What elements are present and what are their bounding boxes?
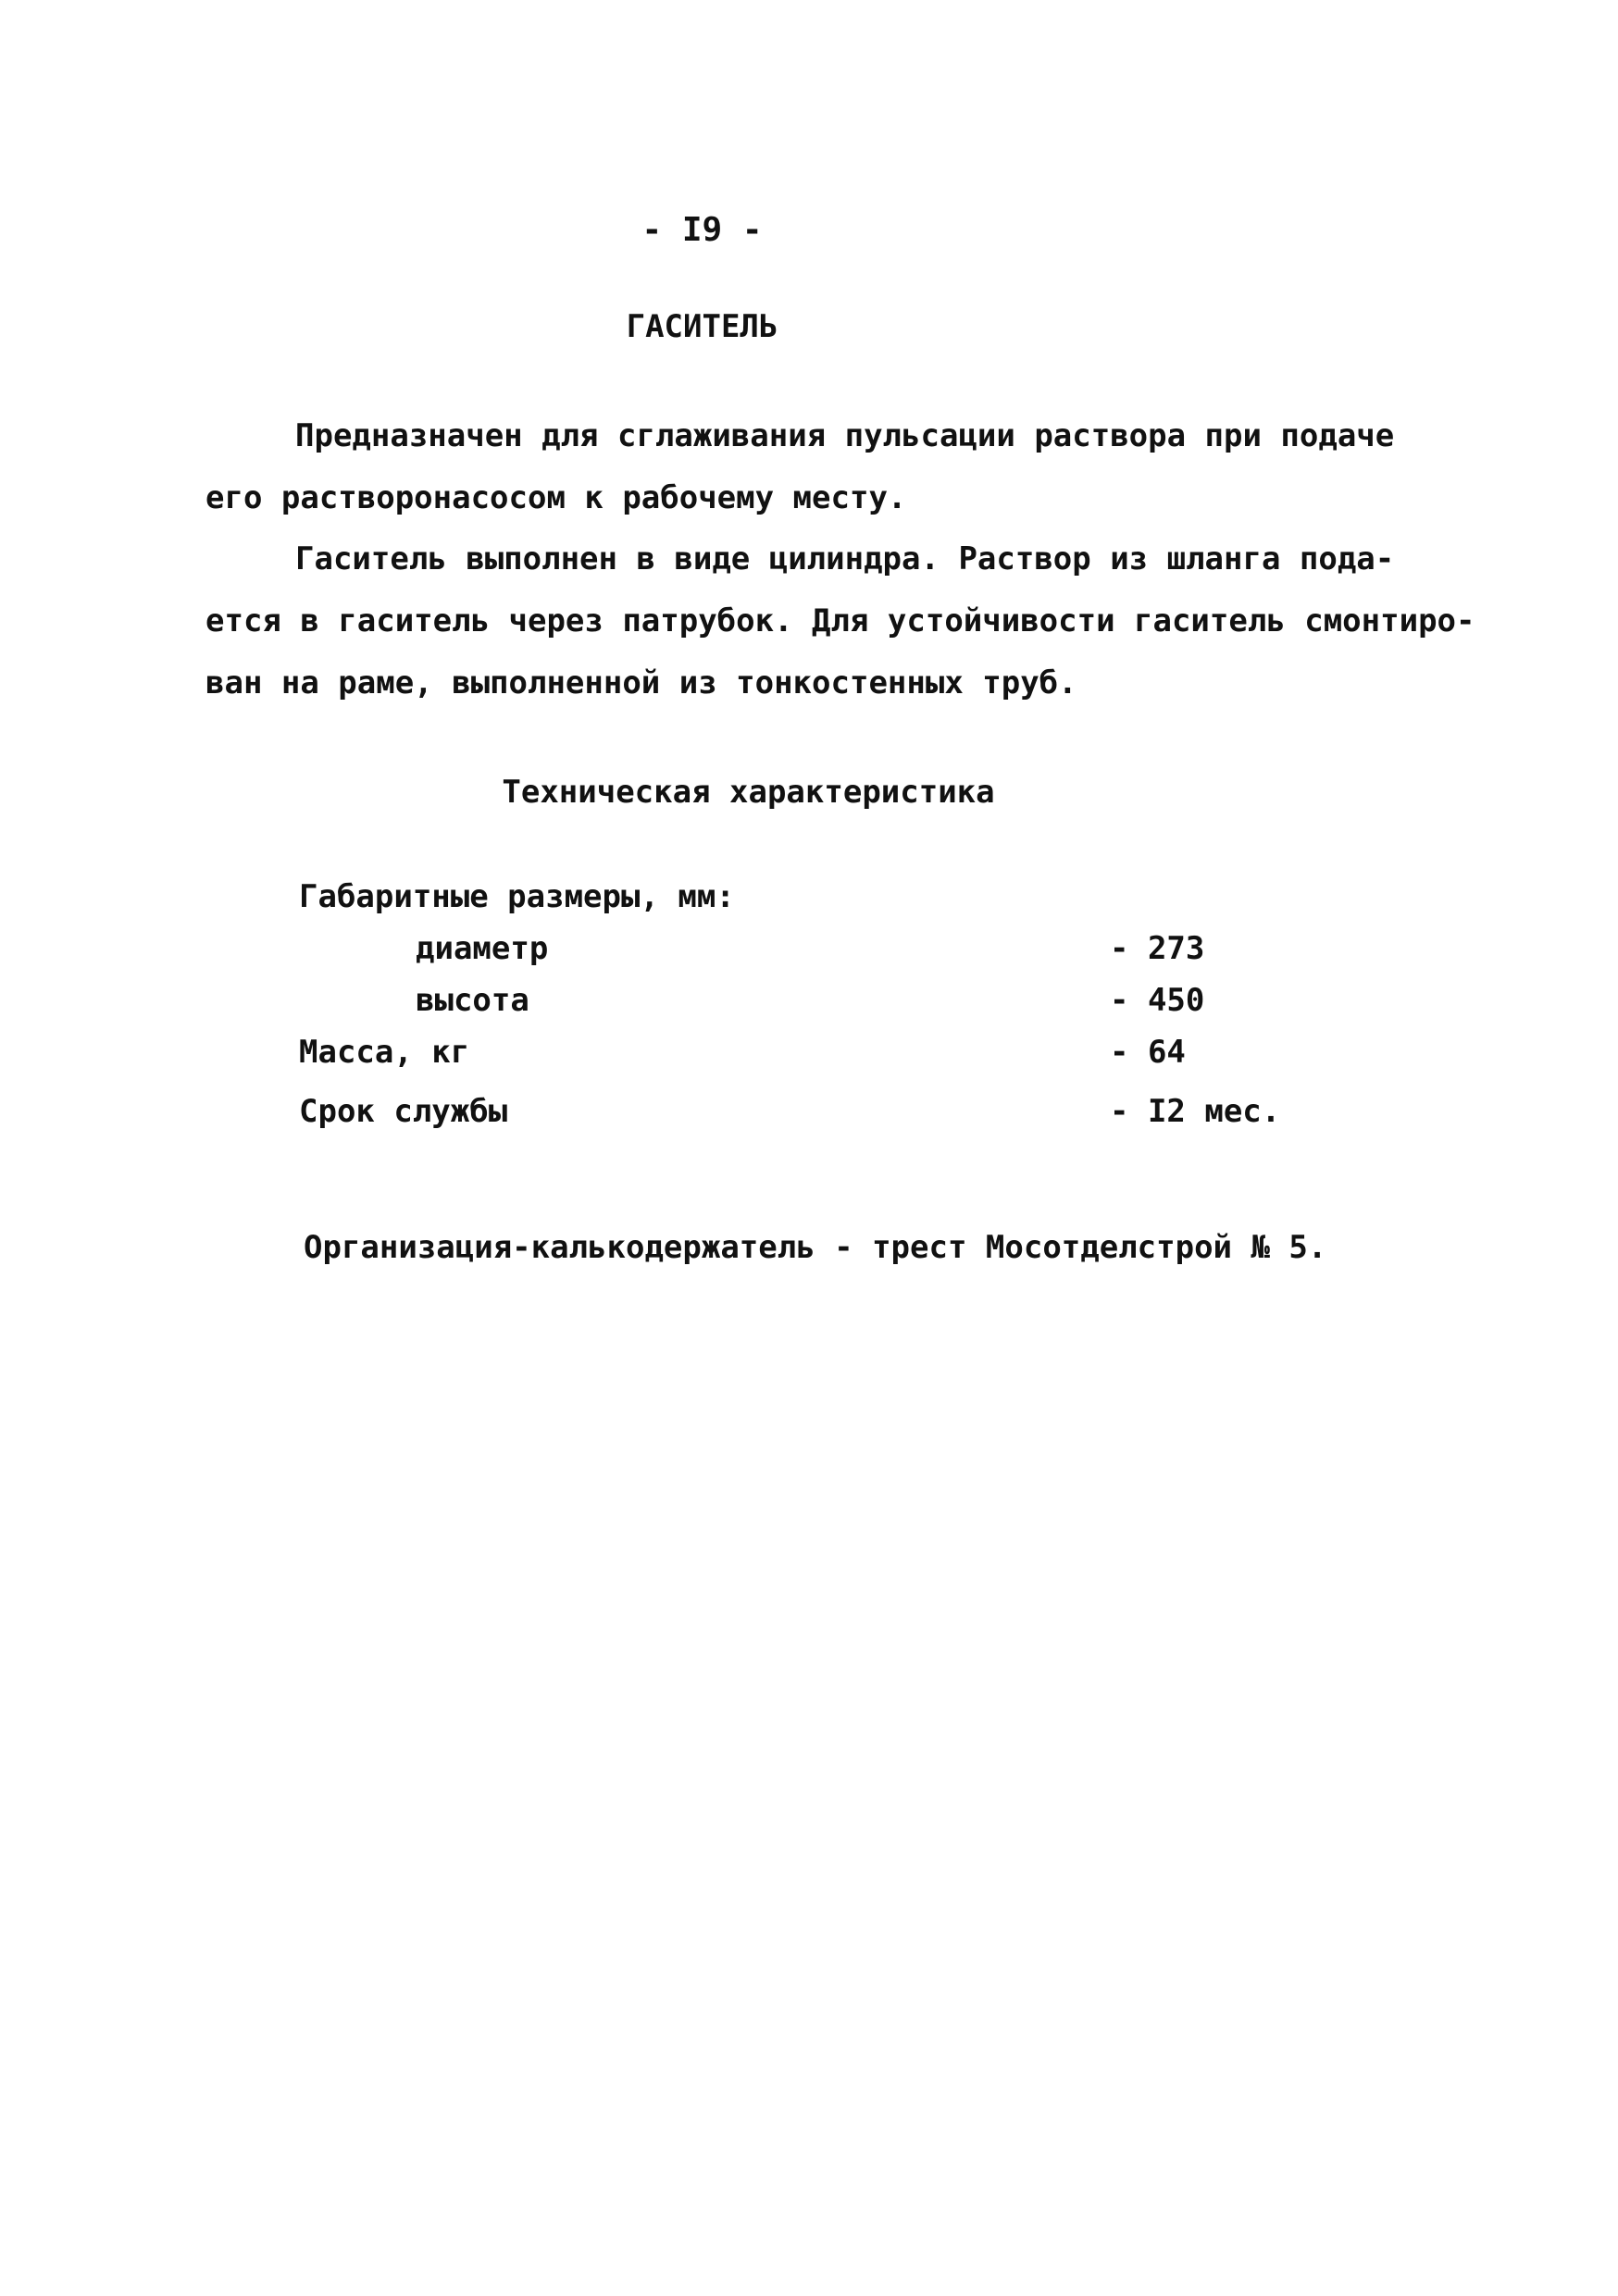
document-title: ГАСИТЕЛЬ xyxy=(626,308,778,345)
page-number: - I9 - xyxy=(641,211,763,249)
service-life-value: - I2 мес. xyxy=(1110,1093,1281,1130)
paragraph-line: ется в гаситель через патрубок. Для устойчивости гаситель смонтиро- xyxy=(205,602,1475,639)
spec-row-height xyxy=(299,978,1280,1023)
spec-row-mass xyxy=(299,1023,1280,1082)
height-value: - 450 xyxy=(1110,982,1205,1019)
spec-row-service-life xyxy=(299,1082,1280,1141)
height-label: высота xyxy=(416,982,529,1019)
paragraph-line: ван на раме, выполненной из тонкостенных труб. xyxy=(205,664,1077,701)
description-paragraph xyxy=(205,528,1501,714)
spec-table xyxy=(299,875,1280,1141)
purpose-paragraph xyxy=(205,405,1501,529)
service-life-label: Срок службы xyxy=(299,1093,508,1130)
holder-organization-note: Организация-калькодержатель - трест Мосотделстрой № 5. xyxy=(304,1229,1327,1266)
paragraph-line: его растворонасосом к рабочему месту. xyxy=(205,479,907,516)
dimensions-label: Габаритные размеры, мм: xyxy=(299,878,735,915)
spec-row-dimensions xyxy=(299,875,1280,919)
paragraph-line: Гаситель выполнен в виде цилиндра. Раствор из шланга пода- xyxy=(295,540,1395,577)
diameter-value: - 273 xyxy=(1110,930,1205,967)
mass-value: - 64 xyxy=(1110,1034,1186,1071)
spec-row-diameter xyxy=(299,919,1280,978)
mass-label: Масса, кг xyxy=(299,1034,470,1071)
paragraph-line: Предназначен для сглаживания пульсации раствора при подаче xyxy=(295,417,1395,454)
diameter-label: диаметр xyxy=(416,930,549,967)
spec-heading: Техническая характеристика xyxy=(502,774,995,811)
